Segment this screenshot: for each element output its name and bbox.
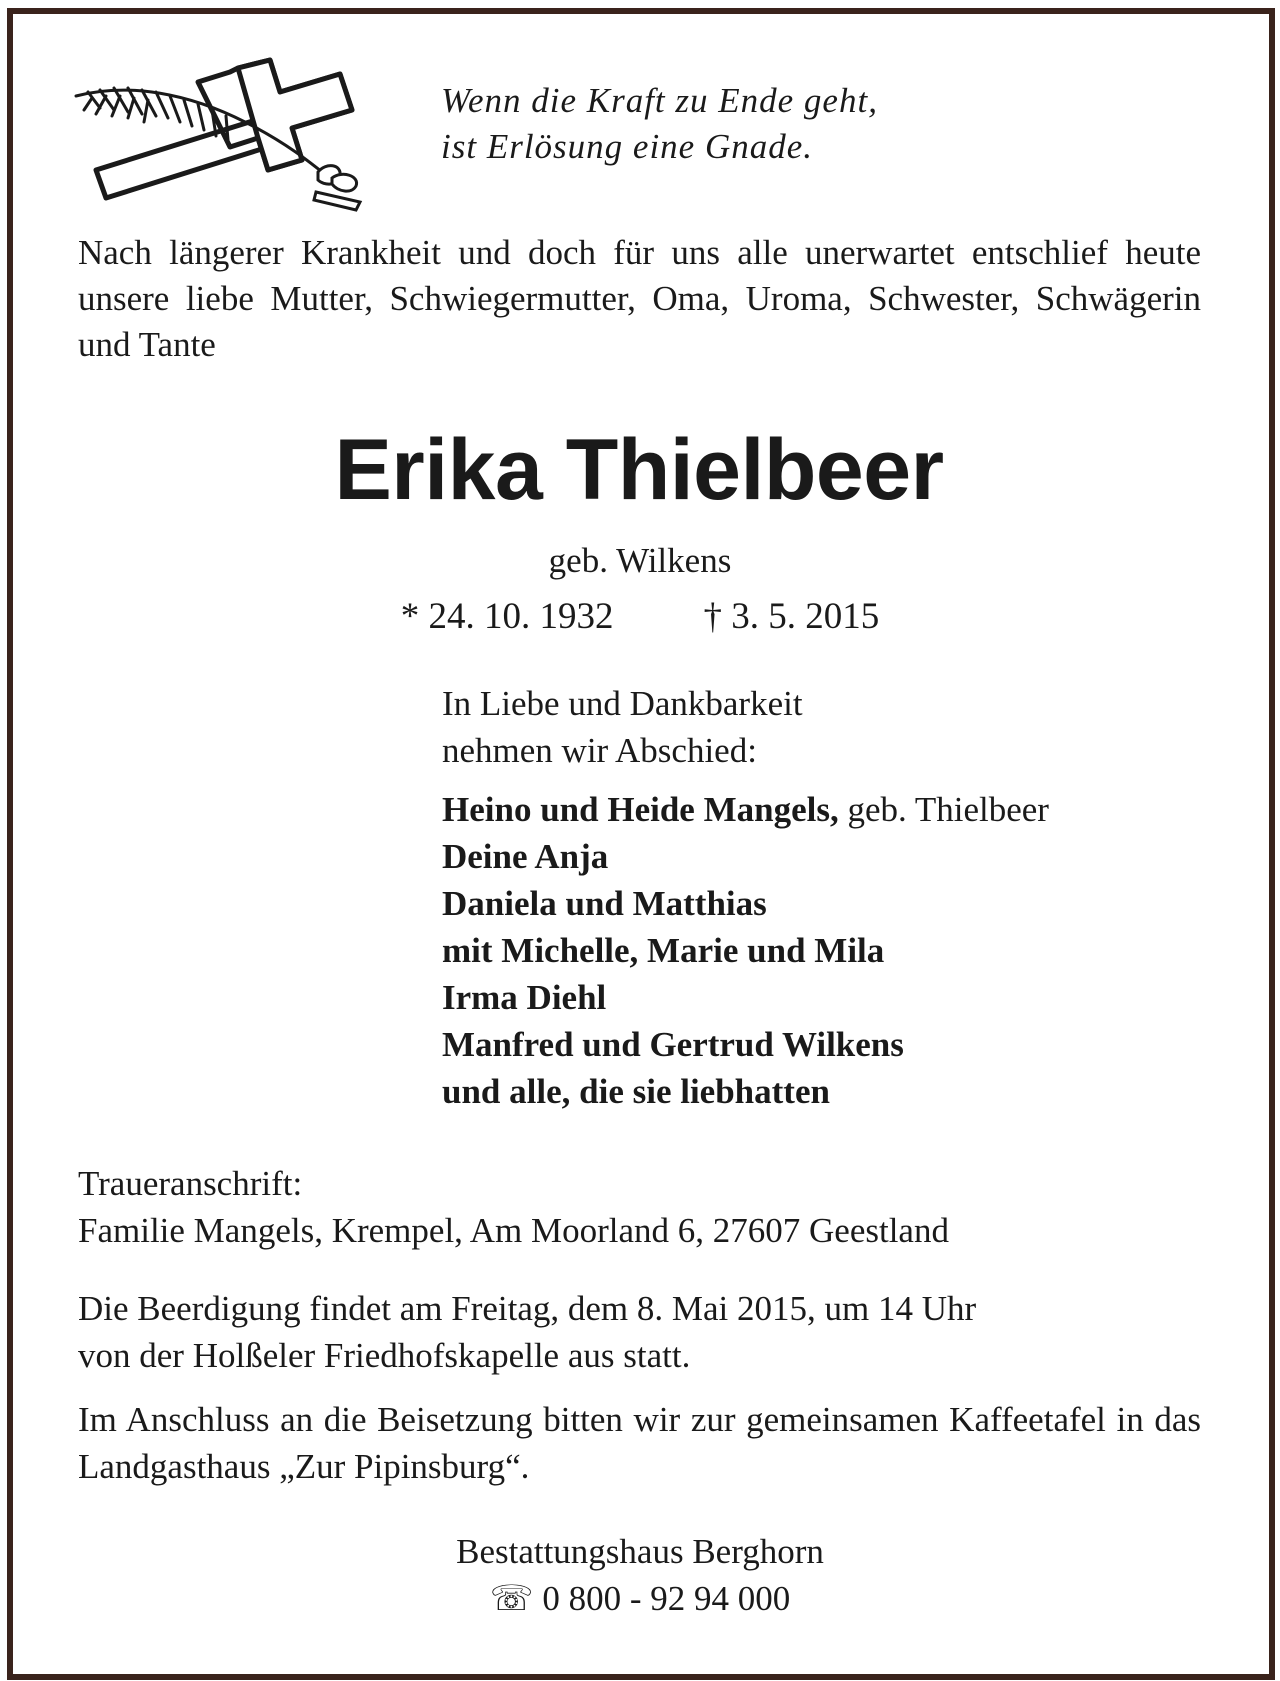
mourner-entry: und alle, die sie liebhatten <box>442 1072 830 1111</box>
mourner-entry <box>442 786 1049 833</box>
death-date: † 3. 5. 2015 <box>703 596 880 637</box>
farewell-line-2: nehmen wir Abschied: <box>442 731 757 770</box>
mourning-address-label: Traueranschrift: <box>78 1164 303 1203</box>
mourner-name: Heino und Heide Mangels, <box>442 790 839 829</box>
funeral-line-1: Die Beerdigung findet am Freitag, dem 8. Mai 2015, um 14 Uhr <box>78 1289 977 1328</box>
mourner-entry: Deine Anja <box>442 837 609 876</box>
intro-text: Nach längerer Krankheit und doch für uns alle unerwartet entschlief heute unsere liebe Mutter, Schwiegermutter, Oma, Uroma, Schwester, Schwägerin und Tante <box>78 233 1201 364</box>
maiden-name: geb. Wilkens <box>548 541 732 580</box>
deceased-name: Erika Thielbeer <box>334 422 944 518</box>
mourning-address <box>78 1160 949 1254</box>
mourner-entry: Manfred und Gertrud Wilkens <box>442 1025 904 1064</box>
mourner-entry: Irma Diehl <box>442 978 607 1017</box>
motto-line-2: ist Erlösung eine Gnade. <box>441 127 814 166</box>
life-dates <box>0 594 1280 640</box>
mourner-entry: mit Michelle, Marie und Mila <box>442 931 885 970</box>
birth-date: * 24. 10. 1932 <box>400 596 614 637</box>
telephone-icon: ☏ <box>489 1579 534 1618</box>
motto-line-1: Wenn die Kraft zu Ende geht, <box>441 81 878 120</box>
undertaker-name: Bestattungshaus Berghorn <box>456 1532 824 1571</box>
funeral-line-2: von der Holßeler Friedhofskapelle aus statt. <box>78 1336 691 1375</box>
phone-number: 0 800 - 92 94 000 <box>542 1579 791 1618</box>
mourners-list <box>442 786 1049 1115</box>
cross-with-palm-icon <box>70 52 390 212</box>
reception-info: Im Anschluss an die Beisetzung bitten wir zur gemeinsamen Kaffeetafel in das Landgasthaus „Zur Pipinsburg“. <box>78 1400 1201 1486</box>
mourning-address-text: Familie Mangels, Krempel, Am Moorland 6, 27607 Geestland <box>78 1211 949 1250</box>
mourner-note: geb. Thielbeer <box>838 790 1049 829</box>
undertaker-phone <box>0 1575 1280 1622</box>
mourner-entry: Daniela und Matthias <box>442 884 767 923</box>
farewell <box>442 680 803 774</box>
farewell-line-1: In Liebe und Dankbarkeit <box>442 684 803 723</box>
funeral-info <box>78 1285 1201 1379</box>
motto <box>441 78 878 170</box>
undertaker <box>0 1528 1280 1622</box>
